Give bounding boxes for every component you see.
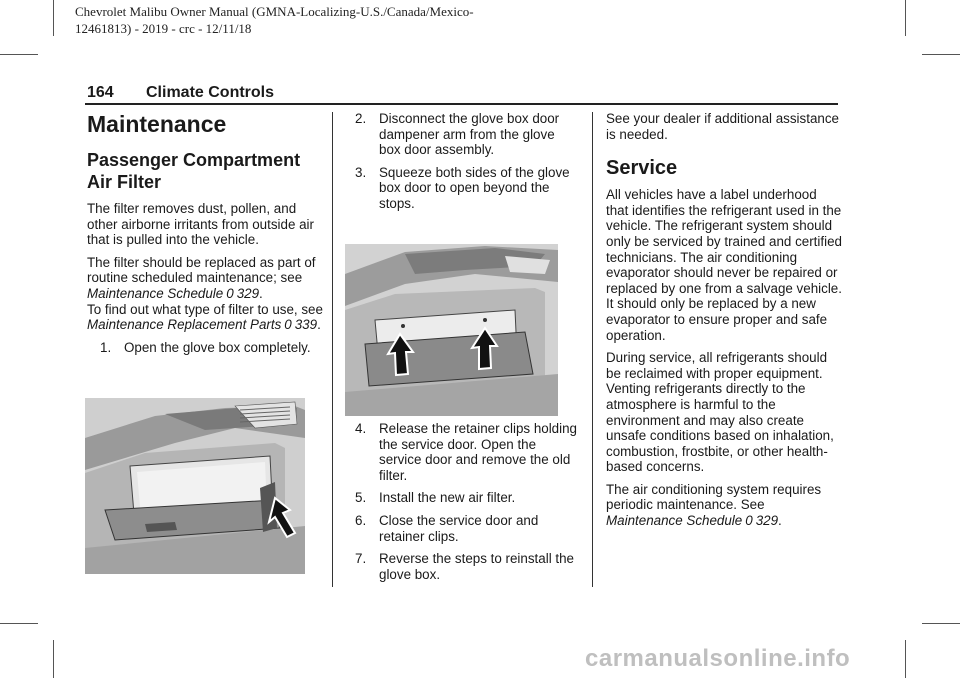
paragraph-text: . [317, 317, 321, 333]
step-text: Release the retainer clips holding the service door. Open the service door and remove the old filter. [379, 421, 578, 483]
crop-mark [905, 0, 906, 36]
page-ref-number[interactable]: 339 [294, 317, 318, 333]
page-ref-number[interactable]: 329 [755, 513, 779, 529]
step-text: Close the service door and retainer clips. [379, 512, 539, 544]
print-header-line2: 12461813) - 2019 - crc - 12/11/18 [75, 21, 252, 36]
step-item [355, 111, 577, 158]
page-ref-number[interactable]: 329 [236, 285, 260, 301]
paragraph: All vehicles have a label underhood that identifies the refrigerant used in the vehicle. The refrigerant system should only be serviced by trained and certified technicians. The air conditioning evaporator should never be repaired or replaced by one from a salvage vehicle. [606, 187, 842, 296]
step-item [87, 340, 323, 356]
watermark: carmanualsonline.info [585, 645, 851, 672]
paragraph [87, 255, 323, 333]
step-text: Squeeze both sides of the glove box door to open beyond the stops. [379, 164, 570, 211]
page-title: Climate Controls [146, 84, 275, 101]
page-heading [85, 84, 838, 104]
crop-mark [53, 640, 54, 678]
crop-mark [0, 623, 38, 624]
paragraph: See your dealer if additional assistance is needed. [606, 111, 839, 142]
paragraph-text: . [259, 285, 263, 301]
paragraph-text: To find out what type of filter to use, see [87, 301, 323, 317]
paragraph: The filter removes dust, pollen, and other airborne irritants from outside air that is pulled into the vehicle. [87, 201, 314, 248]
paragraph [606, 482, 842, 529]
step-text: Disconnect the glove box door dampener arm from the glove box door assembly. [379, 111, 560, 158]
column-2-lower [355, 421, 577, 589]
step-item [355, 421, 577, 483]
crop-mark [905, 640, 906, 678]
column-3 [606, 111, 842, 536]
paragraph-text: The filter should be replaced as part of routine scheduled maintenance; see [87, 254, 316, 286]
column-divider [332, 112, 333, 587]
crop-mark [0, 54, 38, 55]
paragraph-text: The air conditioning system requires periodic maintenance. See [606, 481, 822, 513]
paragraph-text: . [778, 513, 782, 529]
step-number: 7. [355, 551, 367, 567]
column-2 [355, 111, 577, 219]
column-divider [592, 112, 593, 587]
subsection-heading [87, 149, 323, 193]
print-header [75, 3, 474, 37]
page-ref-arrow-icon: 0 [284, 317, 292, 333]
glove-box-squeeze-image [345, 244, 558, 416]
paragraph: During service, all refrigerants should be reclaimed with proper equipment. Venting refrigerants directly to the atmosphere is harmful to the environment and may also create unsafe conditions based on inhalation, combustion, frostbite, or other health-based concerns. [606, 350, 834, 475]
step-number: 1. [100, 339, 112, 355]
step-item [355, 490, 577, 506]
step-text: Install the new air filter. [379, 490, 516, 506]
paragraph: It should only be replaced by a new evaporator to ensure proper and safe operation. [606, 296, 828, 343]
glove-box-open-image [85, 398, 305, 574]
cross-reference-link[interactable]: Maintenance Replacement Parts [87, 317, 282, 333]
page-ref-arrow-icon: 0 [745, 513, 753, 529]
cross-reference-link[interactable]: Maintenance Schedule [87, 285, 224, 301]
cross-reference-link[interactable]: Maintenance Schedule [606, 513, 743, 529]
step-text: Reverse the steps to reinstall the glove box. [379, 551, 575, 582]
step-number: 6. [355, 512, 367, 528]
glove-box-open-illustration [85, 398, 305, 574]
step-text: Open the glove box completely. [124, 339, 311, 355]
column-1 [87, 111, 323, 362]
heading-rule [85, 103, 838, 105]
step-number: 2. [355, 111, 367, 126]
section-heading: Maintenance [87, 111, 227, 137]
step-number: 4. [355, 421, 367, 436]
step-item [355, 513, 577, 544]
page-ref-arrow-icon: 0 [226, 285, 234, 301]
glove-box-squeeze-illustration [345, 244, 558, 416]
subheading-line1: Passenger Compartment [87, 150, 301, 170]
crop-mark [53, 0, 54, 36]
step-item [355, 165, 577, 212]
crop-mark [922, 54, 960, 55]
step-number: 3. [355, 164, 367, 180]
step-item [355, 551, 577, 582]
page-number: 164 [87, 84, 114, 101]
subheading-line2: Air Filter [87, 172, 162, 192]
step-number: 5. [355, 490, 367, 506]
print-header-line1: Chevrolet Malibu Owner Manual (GMNA-Localizing-U.S./Canada/Mexico- [75, 4, 474, 19]
section-heading: Service [606, 157, 678, 180]
crop-mark [922, 623, 960, 624]
